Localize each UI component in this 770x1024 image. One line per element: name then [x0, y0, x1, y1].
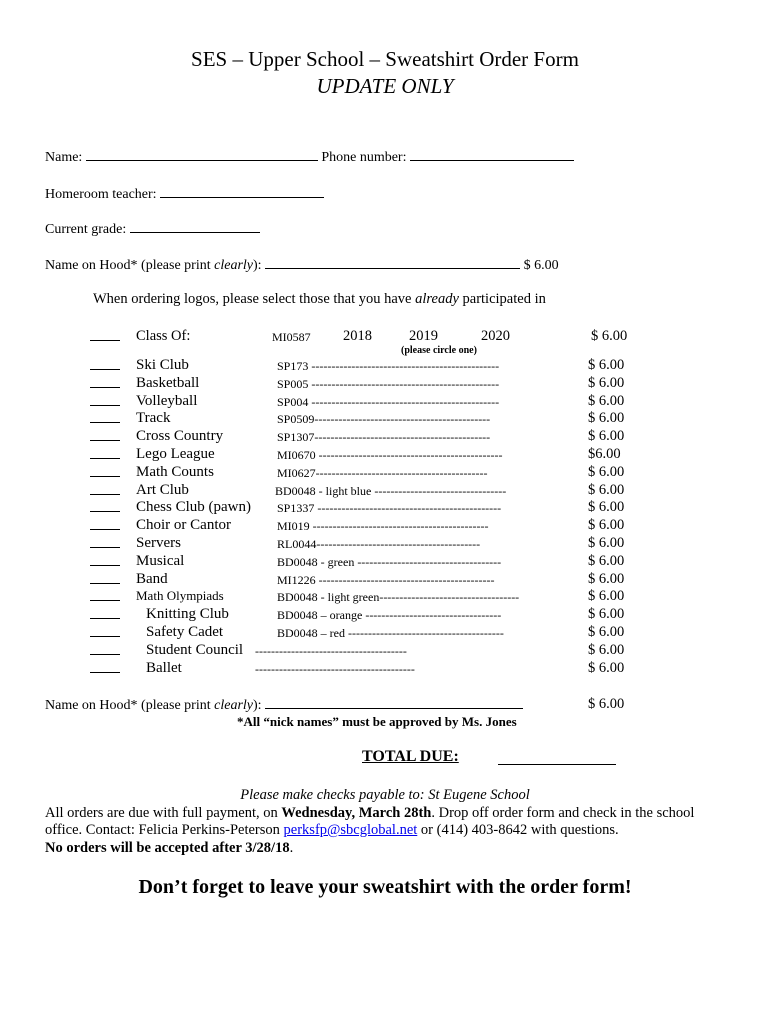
item-code: SP005 -----------------------------------------------	[277, 376, 500, 391]
checks-payable: Please make checks payable to: St Eugene School	[240, 787, 530, 803]
list-item	[0, 410, 770, 428]
item-code: --------------------------------------	[255, 643, 407, 658]
hood-label: Name on Hood* (please print clearly):	[45, 258, 262, 273]
item-checkbox[interactable]	[90, 446, 120, 459]
item-checkbox[interactable]	[90, 482, 120, 495]
item-name: Ski Club	[136, 357, 189, 373]
list-item	[0, 624, 770, 642]
item-code: MI019 --------------------------------------------	[277, 519, 489, 534]
due-line: All orders are due with full payment, on Wednesday, March 28th. Drop off order form and check in the school	[45, 805, 695, 821]
email-link[interactable]: perksfp@sbcglobal.net	[283, 822, 418, 838]
item-code: BD0048 - light blue ---------------------------------	[275, 483, 507, 498]
deadline-line: No orders will be accepted after 3/28/18.	[45, 840, 294, 856]
year-option[interactable]: 2019	[409, 328, 438, 344]
item-checkbox[interactable]	[90, 499, 120, 512]
year-option[interactable]: 2020	[481, 328, 510, 344]
item-price: $ 6.00	[588, 552, 625, 569]
item-name: Art Club	[136, 481, 189, 498]
item-code: SP004 -----------------------------------------------	[277, 394, 500, 409]
list-item	[0, 375, 770, 393]
item-checkbox[interactable]	[90, 588, 120, 601]
item-name: Servers	[136, 535, 181, 551]
item-name: Basketball	[136, 374, 200, 391]
item-code: SP1337 ----------------------------------------------	[277, 501, 502, 516]
item-checkbox[interactable]	[90, 428, 120, 441]
year-option[interactable]: 2018	[343, 328, 372, 344]
hood-price: $ 6.00	[523, 258, 559, 273]
item-code: SP1307--------------------------------------------	[277, 430, 491, 445]
item-name: Volleyball	[136, 392, 198, 409]
item-price: $ 6.00	[588, 410, 625, 427]
item-price: $ 6.00	[588, 606, 625, 623]
circle-note: (please circle one)	[401, 345, 477, 356]
item-checkbox[interactable]	[90, 553, 120, 566]
total-due-label: TOTAL DUE:	[362, 748, 459, 765]
item-code: RL0044-----------------------------------------	[277, 537, 481, 551]
item-price: $ 6.00	[588, 357, 625, 373]
list-item	[0, 660, 770, 678]
item-name: Ballet	[146, 659, 182, 676]
hood2-row	[45, 696, 523, 714]
list-item	[0, 571, 770, 589]
item-code: MI0670 ----------------------------------------------	[277, 448, 503, 462]
list-item	[0, 517, 770, 535]
item-name: Safety Cadet	[146, 624, 224, 640]
item-code: BD0048 – red ---------------------------------------	[277, 626, 504, 640]
item-price: $ 6.00	[588, 374, 625, 391]
list-item	[0, 642, 770, 660]
form-title: SES – Upper School – Sweatshirt Order Form	[191, 47, 579, 71]
item-name: Math Counts	[136, 463, 214, 480]
item-checkbox[interactable]	[90, 660, 120, 673]
hood2-blank[interactable]	[265, 696, 523, 709]
item-checkbox[interactable]	[90, 606, 120, 619]
item-price: $ 6.00	[588, 624, 625, 640]
class-of-code: MI0587	[272, 330, 311, 344]
item-code: BD0048 – orange ----------------------------------	[277, 608, 502, 623]
nickname-note: *All “nick names” must be approved by Ms. Jones	[237, 714, 517, 729]
item-checkbox[interactable]	[90, 464, 120, 477]
item-price: $ 6.00	[588, 570, 625, 587]
item-code: MI0627-------------------------------------------	[277, 465, 488, 480]
item-price: $ 6.00	[588, 499, 625, 516]
item-code: BD0048 - green ------------------------------------	[277, 554, 502, 569]
item-name: Musical	[136, 552, 185, 569]
item-checkbox[interactable]	[90, 393, 120, 406]
list-item	[0, 482, 770, 500]
item-price: $ 6.00	[588, 481, 625, 498]
list-item	[0, 357, 770, 375]
list-item	[0, 464, 770, 482]
total-due-blank[interactable]	[498, 764, 616, 765]
item-price: $6.00	[588, 446, 621, 462]
hood2-label: Name on Hood* (please print clearly):	[45, 698, 262, 713]
phone-label: Phone number:	[321, 150, 407, 165]
name-blank[interactable]	[86, 148, 318, 161]
item-code: BD0048 - light green-----------------------------------	[277, 590, 520, 605]
item-name: Knitting Club	[146, 606, 229, 623]
item-price: $ 6.00	[588, 463, 625, 480]
item-price: $ 6.00	[588, 659, 625, 676]
form-subtitle: UPDATE ONLY	[316, 74, 454, 98]
name-label: Name:	[45, 150, 83, 165]
item-price: $ 6.00	[588, 535, 625, 551]
item-checkbox[interactable]	[90, 517, 120, 530]
item-name: Track	[136, 410, 171, 427]
homeroom-row	[45, 185, 324, 203]
class-of-price: $ 6.00	[591, 328, 628, 344]
class-of-checkbox[interactable]	[90, 328, 120, 341]
class-of-row	[0, 328, 770, 346]
list-item	[0, 499, 770, 517]
list-item	[0, 393, 770, 411]
homeroom-blank[interactable]	[160, 185, 324, 198]
item-code: MI1226 --------------------------------------------	[277, 572, 495, 587]
item-code: ----------------------------------------	[255, 661, 415, 676]
item-price: $ 6.00	[588, 641, 625, 658]
grade-blank[interactable]	[130, 220, 260, 233]
contact-line: office. Contact: Felicia Perkins-Peterson perksfp@sbcglobal.net or (414) 403-8642 with questions.	[45, 822, 619, 838]
hood2-price: $ 6.00	[588, 696, 625, 712]
item-name: Cross Country	[136, 428, 224, 445]
list-item	[0, 553, 770, 571]
item-code: SP0509--------------------------------------------	[277, 412, 491, 427]
grade-row	[45, 220, 260, 238]
item-name: Student Council	[146, 641, 244, 658]
item-checkbox[interactable]	[90, 375, 120, 388]
item-checkbox[interactable]	[90, 624, 120, 637]
item-code: SP173 -----------------------------------------------	[277, 359, 500, 373]
item-checkbox[interactable]	[90, 571, 120, 584]
item-name: Math Olympiads	[136, 588, 224, 604]
item-checkbox[interactable]	[90, 642, 120, 655]
class-of-label: Class Of:	[136, 328, 191, 344]
item-name: Chess Club (pawn)	[136, 499, 251, 516]
item-name: Band	[136, 570, 168, 587]
list-item	[0, 428, 770, 446]
item-price: $ 6.00	[588, 428, 625, 445]
item-name: Choir or Cantor	[136, 517, 231, 534]
item-price: $ 6.00	[588, 392, 625, 409]
item-checkbox[interactable]	[90, 535, 120, 548]
item-price: $ 6.00	[588, 517, 625, 534]
name-row	[45, 148, 574, 166]
item-checkbox[interactable]	[90, 357, 120, 370]
item-checkbox[interactable]	[90, 410, 120, 423]
reminder: Don’t forget to leave your sweatshirt with the order form!	[138, 876, 632, 898]
homeroom-label: Homeroom teacher:	[45, 187, 157, 202]
phone-blank[interactable]	[410, 148, 574, 161]
hood-row	[45, 256, 559, 274]
list-item	[0, 606, 770, 624]
logos-intro: When ordering logos, please select those that you have already participated in	[93, 291, 546, 307]
item-name: Lego League	[136, 446, 215, 462]
item-price: $ 6.00	[588, 588, 625, 605]
grade-label: Current grade:	[45, 222, 127, 237]
hood-blank[interactable]	[265, 256, 520, 269]
list-item	[0, 535, 770, 553]
list-item	[0, 446, 770, 464]
list-item	[0, 588, 770, 606]
